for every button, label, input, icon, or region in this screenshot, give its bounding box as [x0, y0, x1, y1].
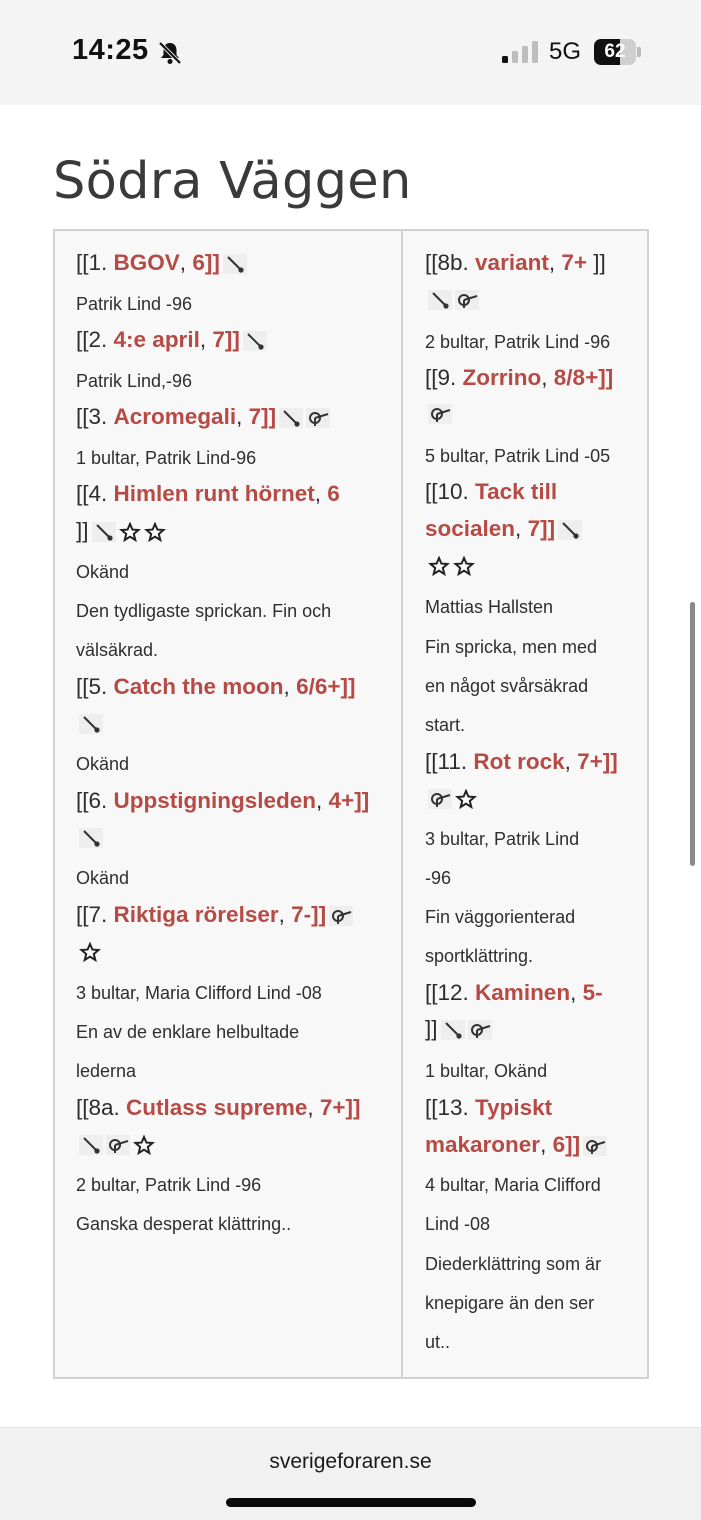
route-entry: [76, 710, 103, 736]
route-detail: en något svårsäkrad: [425, 676, 589, 696]
route-detail: knepigare än den ser: [425, 1293, 595, 1313]
route-grade-link[interactable]: 5-: [582, 980, 603, 1005]
route-separator: ,: [307, 1095, 320, 1120]
nut-icon: [79, 1135, 103, 1155]
nut-icon: [243, 331, 267, 351]
page-title: Södra Väggen: [53, 152, 412, 211]
route-number: [[10.: [425, 479, 476, 504]
route-detail: 2 bultar, Patrik Lind -96: [76, 1175, 262, 1195]
route-name-link[interactable]: socialen: [425, 516, 516, 541]
route-number: [[1.: [76, 250, 114, 275]
route-entry: [76, 481, 340, 507]
star-icon: [428, 556, 450, 576]
route-column-left: [55, 231, 403, 1377]
route-detail: Okänd: [76, 754, 130, 774]
route-entry: [76, 404, 330, 430]
route-number: [[8b.: [425, 250, 476, 275]
route-number: [[8a.: [76, 1095, 127, 1120]
address-bar[interactable]: sverigeforaren.se: [269, 1450, 432, 1473]
route-entry: [76, 518, 166, 544]
star-icon: [453, 556, 475, 576]
route-entry: [76, 938, 101, 964]
route-number: [[6.: [76, 788, 114, 813]
route-detail: 5 bultar, Patrik Lind -05: [425, 446, 611, 466]
bolt-icon: [306, 408, 330, 428]
nut-icon: [92, 522, 116, 542]
route-detail: Mattias Hallsten: [425, 597, 554, 617]
route-entry: [425, 286, 479, 312]
route-separator: ,: [283, 674, 297, 699]
nut-icon: [79, 828, 103, 848]
route-number: [[13.: [425, 1095, 476, 1120]
route-name-link[interactable]: Rot rock: [473, 749, 565, 774]
route-name-link[interactable]: BGOV: [113, 250, 180, 275]
route-entry: [76, 1131, 155, 1157]
bolt-icon: [428, 789, 452, 809]
route-separator: ,: [570, 980, 583, 1005]
status-bar: [0, 0, 701, 105]
route-grade-link[interactable]: 7+: [561, 250, 588, 275]
route-entry: [425, 250, 606, 276]
route-grade-link[interactable]: 7+]]: [577, 749, 618, 774]
route-name-link[interactable]: Kaminen: [475, 980, 571, 1005]
route-name-link[interactable]: Tack till: [475, 479, 558, 504]
route-separator: ,: [199, 327, 213, 352]
route-separator: ,: [515, 516, 528, 541]
route-number: [[2.: [76, 327, 114, 352]
route-entry: [425, 1095, 552, 1121]
route-entry: [425, 749, 618, 775]
bolt-icon: [468, 1020, 492, 1040]
star-icon: [133, 1135, 155, 1155]
route-separator: ,: [540, 1132, 553, 1157]
route-detail: 2 bultar, Patrik Lind -96: [425, 332, 611, 352]
route-name-link[interactable]: Uppstigningsleden: [113, 788, 317, 813]
route-bracket: ]]: [76, 518, 89, 543]
route-separator: ,: [564, 749, 578, 774]
route-name-link[interactable]: Cutlass supreme: [126, 1095, 308, 1120]
route-entry: [425, 365, 613, 391]
route-grade-link[interactable]: 7-]]: [291, 902, 327, 927]
star-icon: [144, 522, 166, 542]
star-icon: [119, 522, 141, 542]
route-entry: [76, 327, 267, 353]
network-type: 5G: [549, 38, 582, 65]
route-detail: 1 bultar, Okänd: [425, 1061, 548, 1081]
route-separator: ,: [314, 481, 328, 506]
route-entry: [76, 902, 353, 928]
route-separator: ,: [236, 404, 249, 429]
route-entry: [425, 516, 582, 542]
route-bracket: ]]: [425, 1016, 438, 1041]
route-detail: Fin väggorienterad: [425, 907, 576, 927]
route-entry: [425, 980, 603, 1006]
route-number: [[11.: [425, 749, 474, 774]
nut-icon: [428, 290, 452, 310]
route-detail: 3 bultar, Patrik Lind: [425, 829, 580, 849]
route-detail: 4 bultar, Maria Clifford: [425, 1175, 601, 1195]
route-detail: Okänd: [76, 562, 130, 582]
bolt-icon: [428, 404, 452, 424]
route-name-link[interactable]: 4:e april: [113, 327, 200, 352]
signal-icon: [502, 41, 538, 63]
nut-icon: [558, 520, 582, 540]
route-entry: [425, 552, 475, 578]
route-grade-link[interactable]: 4+]]: [328, 788, 370, 813]
route-detail: Den tydligaste sprickan. Fin och: [76, 601, 332, 621]
bolt-icon: [583, 1136, 607, 1156]
route-detail: Okänd: [76, 868, 130, 888]
route-detail: Diederklättring som är: [425, 1254, 602, 1274]
route-entry: [425, 785, 477, 811]
route-grade-link[interactable]: 8/8+]]: [553, 365, 614, 390]
route-grade-link[interactable]: 6: [327, 481, 340, 506]
route-detail: sportklättring.: [425, 946, 534, 966]
route-number: [[9.: [425, 365, 463, 390]
scrollbar[interactable]: [690, 602, 695, 866]
route-detail: ut..: [425, 1332, 451, 1352]
route-entry: [425, 479, 557, 505]
route-grade-link[interactable]: 6/6+]]: [296, 674, 356, 699]
route-entry: [425, 1016, 492, 1042]
route-detail: En av de enklare helbultade: [76, 1022, 300, 1042]
route-separator: ,: [179, 250, 193, 275]
route-detail: lederna: [76, 1061, 137, 1081]
route-grade-link[interactable]: 7+]]: [319, 1095, 361, 1120]
route-column-right: [403, 231, 647, 1377]
route-separator: ,: [541, 365, 554, 390]
route-bracket: ]]: [587, 250, 606, 275]
route-number: [[7.: [76, 902, 114, 927]
nut-icon: [223, 254, 247, 274]
route-separator: ,: [316, 788, 329, 813]
bolt-icon: [329, 906, 353, 926]
battery-level: 62: [604, 41, 626, 62]
route-grade-link[interactable]: 6]]: [192, 250, 220, 275]
nut-icon: [279, 408, 303, 428]
bolt-icon: [455, 290, 479, 310]
route-detail: 3 bultar, Maria Clifford Lind -08: [76, 983, 322, 1003]
bolt-icon: [106, 1135, 130, 1155]
route-entry: [76, 824, 103, 850]
route-detail: välsäkrad.: [76, 640, 159, 660]
nut-icon: [441, 1020, 465, 1040]
route-detail: Patrik Lind,-96: [76, 371, 193, 391]
route-detail: Lind -08: [425, 1214, 491, 1234]
route-grade-link[interactable]: 7]]: [212, 327, 240, 352]
route-grade-link[interactable]: 7]]: [527, 516, 556, 541]
nut-icon: [79, 714, 103, 734]
route-entry: [76, 250, 247, 276]
route-number: [[5.: [76, 674, 114, 699]
route-detail: Fin spricka, men med: [425, 637, 598, 657]
route-detail: Ganska desperat klättring..: [76, 1214, 292, 1234]
route-grade-link[interactable]: 6]]: [552, 1132, 581, 1157]
route-number: [[12.: [425, 980, 476, 1005]
star-icon: [455, 789, 477, 809]
route-name-link[interactable]: Himlen runt hörnet: [113, 481, 315, 506]
route-entry: [425, 400, 452, 426]
route-separator: ,: [278, 902, 292, 927]
battery-icon: [594, 39, 642, 65]
status-time: 14:25: [72, 34, 149, 66]
route-name-link[interactable]: Zorrino: [462, 365, 542, 390]
route-name-link[interactable]: Catch the moon: [113, 674, 284, 699]
route-detail: start.: [425, 715, 466, 735]
route-entry: [76, 788, 369, 814]
star-icon: [79, 942, 101, 962]
home-indicator[interactable]: [226, 1498, 476, 1507]
route-name-link[interactable]: Acromegali: [113, 404, 237, 429]
route-name-link[interactable]: Typiskt: [475, 1095, 553, 1120]
route-name-link[interactable]: Riktiga rörelser: [113, 902, 279, 927]
route-detail: -96: [425, 868, 452, 888]
route-number: [[3.: [76, 404, 114, 429]
route-separator: ,: [548, 250, 562, 275]
bell-muted-icon: [157, 40, 183, 66]
route-entry: [76, 1095, 361, 1121]
route-grade-link[interactable]: 7]]: [248, 404, 277, 429]
route-detail: 1 bultar, Patrik Lind-96: [76, 448, 257, 468]
route-table: [53, 229, 649, 1379]
route-detail: Patrik Lind -96: [76, 294, 193, 314]
route-entry: [76, 674, 355, 700]
route-number: [[4.: [76, 481, 114, 506]
browser-bottom-bar: [0, 1427, 701, 1520]
route-name-link[interactable]: variant: [475, 250, 549, 275]
route-name-link[interactable]: makaroner: [425, 1132, 541, 1157]
route-entry: [425, 1132, 607, 1158]
